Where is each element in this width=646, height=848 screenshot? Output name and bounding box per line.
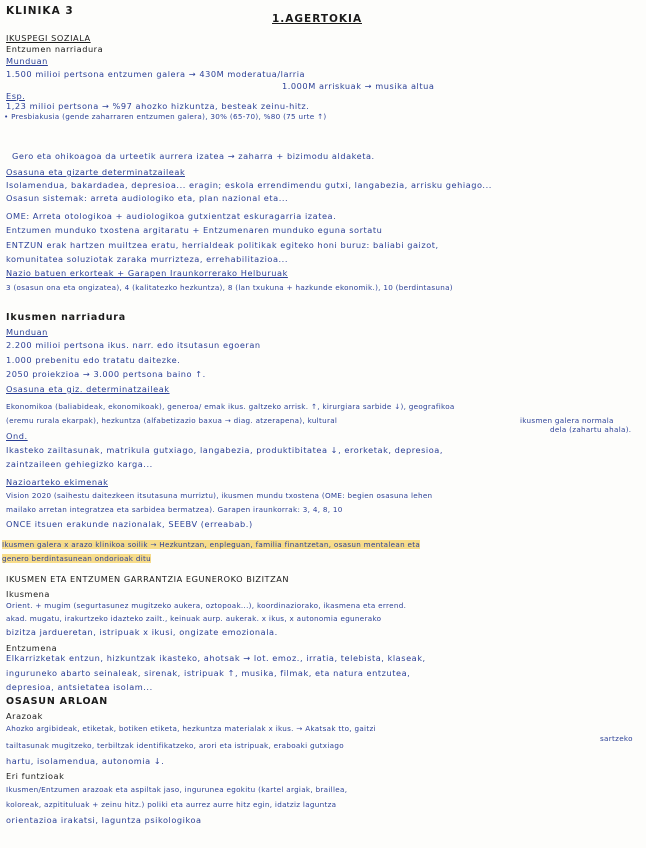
note-line: ENTZUN erak hartzen muiltzea eratu, herrialdeak politikak egiteko honi buruz: baliabi gaizot, xyxy=(6,240,439,250)
note-line: Ekonomikoa (baliabideak, ekonomikoak), generoa/ emak ikus. galtzeko arrisk. ↑, kirurgiara sarbide ↓), geografikoa xyxy=(6,402,455,411)
subheading: Osasuna eta gizarte determinatzaileak xyxy=(6,167,186,177)
subheading: Osasuna eta giz. determinatzaileak xyxy=(6,384,170,394)
highlight-text: genero berdintasunean ondorioak ditu xyxy=(2,554,151,563)
note-line: zaintzaileen gehiegizko karga... xyxy=(6,459,153,469)
note-line: OME: Arreta otologikoa + audiologikoa gutxientzat eskuragarria izatea. xyxy=(6,211,337,221)
note-line: 2.200 milioi pertsona ikus. narr. edo itsutasun egoeran xyxy=(6,340,261,350)
section-heading: IKUSPEGI SOZIALA xyxy=(6,33,91,43)
note-line: Orient. + mugim (segurtasunez mugitzeko aukera, oztopoak...), koordinaziorako, ikasmena eta errend. xyxy=(6,601,407,610)
note-line: Ikusmen/Entzumen arazoak eta aspiltak jaso, ingurunea egokitu (kartel argiak, braillea, xyxy=(6,785,348,794)
label: Ond. xyxy=(6,431,28,441)
note-line: 1.000M arriskuak → musika altua xyxy=(282,81,435,91)
note-line: Entzumen munduko txostena argitaratu + Entzumenaren munduko eguna sortatu xyxy=(6,225,383,235)
note-line: 1.000 prebenitu edo tratatu daitezke. xyxy=(6,355,181,365)
note-line: depresioa, antsietatea isolam... xyxy=(6,682,153,692)
note-line: komunitatea soluziotak zaraka murrizteza, errehabilitazioa... xyxy=(6,254,288,264)
note-line: koloreak, azpitituluak + zeinu hitz.) poliki eta aurrez aurre hitz egin, idatziz laguntza xyxy=(6,800,337,809)
note-line: hartu, isolamendua, autonomia ↓. xyxy=(6,756,165,766)
note-line: Ikasteko zailtasunak, matrikula gutxiago, langabezia, produktibitatea ↓, erorketak, depresioa, xyxy=(6,445,444,455)
note-line: ikusmen galera normala xyxy=(520,416,614,425)
section-heading: Ikusmen narriadura xyxy=(6,313,126,323)
highlighted-note xyxy=(2,540,420,550)
note-line: Elkarrizketak entzun, hizkuntzak ikasteko, ahotsak → lot. emoz., irratia, telebista, klaseak, xyxy=(6,653,426,663)
subheading: Eri funtzioak xyxy=(6,771,65,781)
note-line: Gero eta ohikoagoa da urteetik aurrera izatea → zaharra + bizimodu aldaketa. xyxy=(12,151,375,161)
label: Munduan xyxy=(6,327,48,337)
note-line: Vision 2020 (saihestu daitezkeen itsutasuna murriztu), ikusmen mundu txostena (OME: begien osasuna lehen xyxy=(6,491,433,500)
section-heading: OSASUN ARLOAN xyxy=(6,697,108,707)
note-line: dela (zahartu ahala). xyxy=(550,425,632,434)
note-line: ONCE itsuen erakunde nazionalak, SEEBV (erreabab.) xyxy=(6,519,253,529)
highlight-text: Ikusmen galera x arazo klinikoa soilik → Hezkuntzan, enpleguan, familia finantzetan, osasun mentalean eta xyxy=(2,540,421,549)
highlighted-note xyxy=(2,554,151,564)
note-line: 2050 proiekzioa → 3.000 pertsona baino ↑. xyxy=(6,369,206,379)
note-line: Ahozko argibideak, etiketak, botiken etiketa, hezkuntza materialak x ikus. → Akatsak tto, gaitzi xyxy=(6,724,376,733)
subheading: Nazioarteko ekimenak xyxy=(6,477,109,487)
note-line: mailako arretan integratzea eta sarbidea bermatzea). Garapen iraunkorrak: 3, 4, 8, 10 xyxy=(6,505,343,514)
note-line: 1,23 milioi pertsona → %97 ahozko hizkuntza, besteak zeinu-hitz. xyxy=(6,101,310,111)
subheading: Nazio batuen erkorteak + Garapen Iraunkorrerako Helburuak xyxy=(6,268,288,278)
note-line: orientazioa irakatsi, laguntza psikologikoa xyxy=(6,815,202,825)
note-line: inguruneko abarto seinaleak, sirenak, istripuak ↑, musika, filmak, eta natura entzutea, xyxy=(6,668,411,678)
page-title: 1.AGERTOKIA xyxy=(272,14,363,24)
note-line: Isolamendua, bakardadea, depresioa... eragin; eskola errendimendu gutxi, langabezia, arrisku gehiago... xyxy=(6,180,492,190)
note-line: tailtasunak mugitzeko, terbiltzak identifikatzeko, arori eta istripuak, eraboaki gutxiago xyxy=(6,741,344,750)
label: Esp. xyxy=(6,91,26,101)
note-line: Osasun sistemak: arreta audiologiko eta, plan nazional eta... xyxy=(6,193,289,203)
subheading: Entzumena xyxy=(6,643,58,653)
note-line: 3 (osasun ona eta ongizatea), 4 (kalitatezko hezkuntza), 8 (lan txukuna + hazkunde ekonomik.), 10 (berdintasuna) xyxy=(6,283,453,292)
note-line: • Presbiakusia (gende zaharraren entzumen galera), 30% (65-70), %80 (75 urte ↑) xyxy=(4,112,327,121)
note-line: 1.500 milioi pertsona entzumen galera → 430M moderatua/larria xyxy=(6,69,306,79)
subheading: Arazoak xyxy=(6,711,43,721)
label: Munduan xyxy=(6,56,48,66)
subheading: Ikusmena xyxy=(6,589,50,599)
note-line: sartzeko xyxy=(600,734,633,743)
section-heading: IKUSMEN ETA ENTZUMEN GARRANTZIA EGUNEROKO BIZITZAN xyxy=(6,574,290,584)
note-line: (eremu rurala ekarpak), hezkuntza (alfabetizazio baxua → diag. atzerapena), kultural xyxy=(6,416,338,425)
note-line: akad. mugatu, irakurtzeko idazteko zailt., keinuak aurp. aukerak. x ikus, x autonomia egunerako xyxy=(6,614,382,623)
course-title: KLINIKA 3 xyxy=(6,6,74,16)
note-line: bizitza jardueretan, istripuak x ikusi, ongizate emozionala. xyxy=(6,627,278,637)
subheading: Entzumen narriadura xyxy=(6,44,104,54)
